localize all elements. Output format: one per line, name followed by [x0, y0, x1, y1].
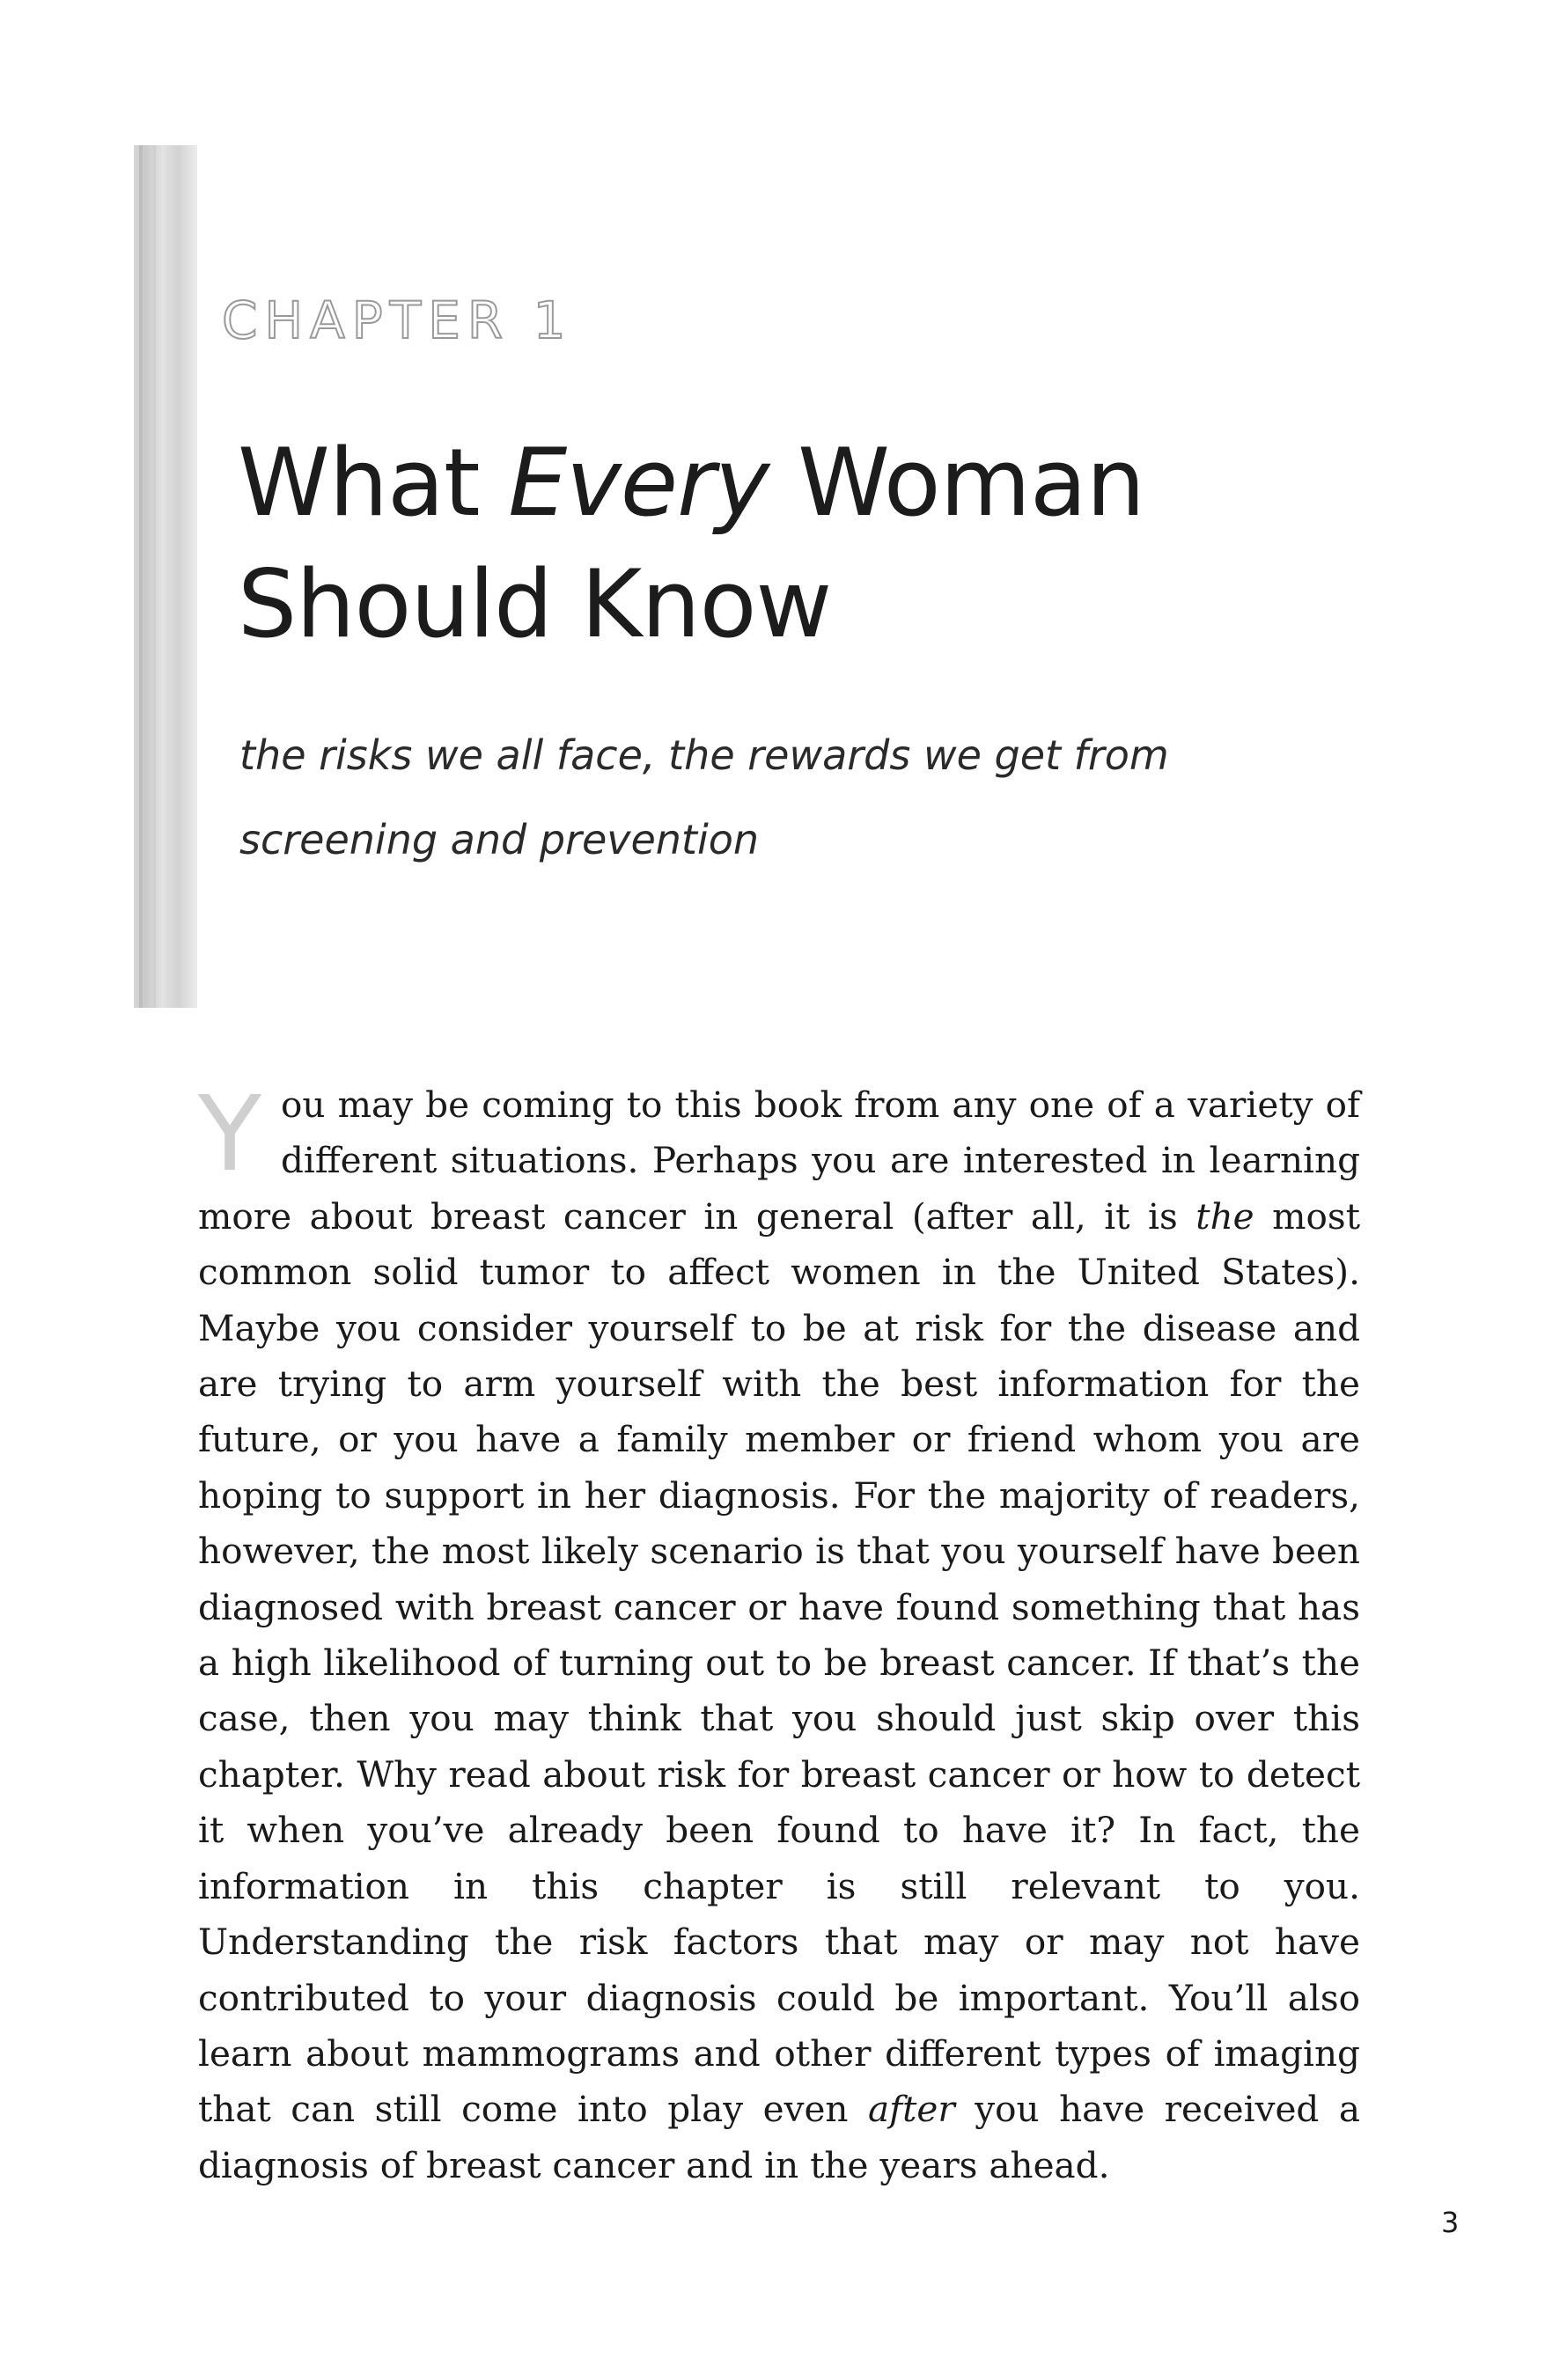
chapter-title-part1: What	[238, 429, 509, 537]
body-emphasis-the: the	[1195, 1194, 1254, 1238]
body-emphasis-after: after	[868, 2088, 955, 2131]
body-text-c: you have received a diagnosis of breast cancer and in the years ahead.	[198, 2088, 1360, 2186]
chapter-title-part2: Woman Should Know	[238, 429, 1144, 658]
body-text-a: ou may be coming to this book from any one of a variety of different situations. Perhaps you are interested in learning more about breast cancer in general (after all, it is	[198, 1083, 1360, 1238]
chapter-title-emphasis: Every	[508, 429, 769, 537]
chapter-title	[238, 422, 1382, 665]
chapter-sidebar-bar	[134, 145, 197, 1008]
drop-cap: Y	[198, 1073, 262, 1194]
body-paragraph	[198, 1073, 1360, 2193]
chapter-subtitle: the risks we all face, the rewards we get from screening and prevention	[239, 731, 1169, 863]
chapter-label: CHAPTER 1	[222, 290, 573, 350]
body-text-b: most common solid tumor to affect women in the United States). Maybe you consider yourself to be at risk for the disease and are trying to arm yourself with the best information for the future, or you have a family member or friend whom you are hoping to support in her diagnosis. For the majority of readers, however, the most likely scenario is that you yourself have been diagnosed with breast cancer or have found something that has a high likelihood of turning out to be breast cancer. If that’s the case, then you may think that you should just skip over this chapter. Why read about risk for breast cancer or how to detect it when you’ve already been found to have it? In fact, the information in this chapter is still relevant to you. Understanding the risk factors that may or may not have contributed to your diagnosis could be important. You’ll also learn about mammograms and other different types of imaging that can still come into play even	[198, 1194, 1360, 2131]
page-number: 3	[1441, 2206, 1460, 2239]
